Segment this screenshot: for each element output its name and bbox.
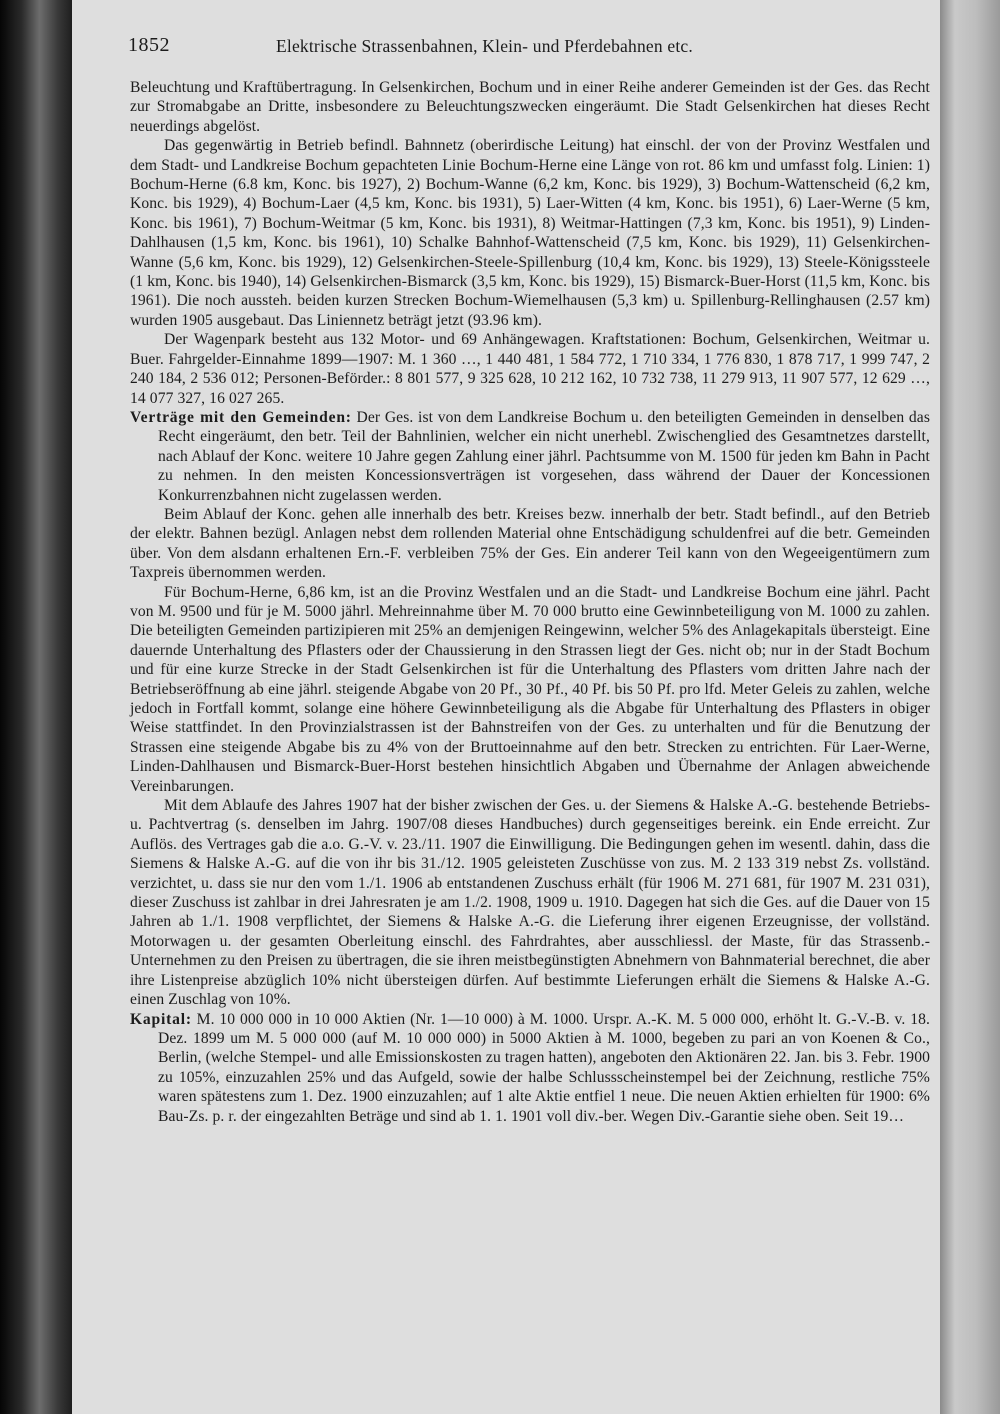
section-heading-capital: Kapital:: [130, 1010, 192, 1028]
paragraph-capital-text: M. 10 000 000 in 10 000 Aktien (Nr. 1—10 000) à M. 1000. Urspr. A.-K. M. 5 000 000, erhöht lt. G.-V.-B. v. 18. Dez. 1899 um M. 5 000 000 (auf M. 10 000 000) in 5000 Aktien à M. 1000, begeben zu pari an von Koenen & Co., Berlin, (welche Stempel- und alle Emissionskosten zu tragen hatten), angeboten den Aktionären 22. Jan. bis 3. Febr. 1900 zu 105%, einzuzahlen 25% und das Aufgeld, sowie der halbe Schlussscheinstempel bei der Zeichnung, restliche 75% waren spätestens zum 1. Dez. 1900 einzuzahlen; auf 1 alte Aktie entfiel 1 neue. Die neuen Aktien erhielten für 1900: 6% Bau-Zs. p. r. der eingezahlten Beträge und sind ab 1. 1. 1901 voll div.-ber. Wegen Div.-Garantie siehe oben. Seit 19…: [158, 1010, 930, 1125]
book-page: [72, 0, 940, 1414]
paragraph-siemens-contract: Mit dem Ablaufe des Jahres 1907 hat der bisher zwischen der Ges. u. der Siemens & Halske A.-G. bestehende Betriebs- u. Pachtvertrag (s. denselben im Jahrg. 1907/08 dieses Handbuches) durch gegenseitiges bereink. ein Ende erreicht. Zur Auflös. des Vertrages gab die a.o. G.-V. v. 23./11. 1907 die Einwilligung. Die Bedingungen gehen im wesentl. dahin, dass die Siemens & Halske A.-G. auf die von ihr bis 31./12. 1905 geleisteten Zuschüsse von zus. M. 2 133 319 nebst Zs. vollständ. verzichtet, u. dass sie nur den vom 1./1. 1906 ab entstandenen Zuschuss erhält (für 1906 M. 271 681, für 1907 M. 231 031), dieser Zuschuss ist zahlbar in drei Jahresraten je am 1./2. 1908, 1909 u. 1910. Dagegen hat sich die Ges. auf die Dauer von 15 Jahren ab 1./1. 1908 verpflichtet, der Siemens & Halske A.-G. die Lieferung ihrer eigenen Erzeugnisse, der vollständ. Motorwagen u. der gesamten Oberleitung einschl. des Fahrdrahtes, aber ausschliessl. der Maste, für das Strassenb.-Unternehmen zu den Preisen zu übertragen, die sie ihren meistbegünstigten Abnehmern von Bahnmaterial berechnet, die aber ihre Listenpreise abzüglich 10% nicht übersteigen dürfen. Auf bestimmte Lieferungen erhält die Siemens & Halske A.-G. einen Zuschlag von 10%.: [130, 797, 930, 1009]
page-header: [72, 34, 940, 60]
paragraph-lighting: Beleuchtung und Kraftübertragung. In Gelsenkirchen, Bochum und in einer Reihe anderer Gemeinden ist der Ges. das Recht zur Stromabgabe an Dritte, insbesondere zu Beleuchtungszwecken eingeräumt. Die Stadt Gelsenkirchen hat dieses Recht neuerdings abgelöst.: [130, 79, 930, 135]
paragraph-capital: [130, 1010, 930, 1126]
paragraph-network: Das gegenwärtig in Betrieb befindl. Bahnnetz (oberirdische Leitung) hat einschl. der von der Provinz Westfalen und dem Stadt- und Landkreise Bochum gepachteten Linie Bochum-Herne eine Länge von rot. 86 km und umfasst folg. Linien: 1) Bochum-Herne (6.8 km, Konc. bis 1927), 2) Bochum-Wanne (6,2 km, Konc. bis 1929), 3) Bochum-Wattenscheid (6,2 km, Konc. bis 1929), 4) Bochum-Laer (4,5 km, Konc. bis 1931), 5) Laer-Witten (4 km, Konc. bis 1951), 6) Laer-Werne (5 km, Konc. bis 1961), 7) Bochum-Weitmar (5 km, Konc. bis 1931), 8) Weitmar-Hattingen (7,3 km, Konc. bis 1951), 9) Linden-Dahlhausen (1,5 km, Konc. bis 1961), 10) Schalke Bahnhof-Wattenscheid (7,5 km, Konc. bis 1929), 11) Gelsenkirchen-Wanne (5,6 km, Konc. bis 1929), 12) Gelsenkirchen-Steele-Spillenburg (10,4 km, Konc. bis 1929), 13) Steele-Königssteele (1 km, Konc. bis 1940), 14) Gelsenkirchen-Bismarck (3,5 km, Konc. bis 1929), 15) Bismarck-Buer-Horst (11,5 km, Konc. bis 1961). Die noch aussteh. beiden kurzen Strecken Bochum-Wiemelhausen (5,3 km) u. Spillenburg-Rellinghausen (2.57 km) wurden 1905 ausgebaut. Das Liniennetz beträgt jetzt (93.96 km).: [130, 137, 930, 329]
paragraph-concession-expiry: Beim Ablauf der Konc. gehen alle innerhalb des betr. Kreises bezw. innerhalb der betr. Stadt befindl., auf den Betrieb der elektr. Bahnen bezügl. Anlagen nebst dem rollenden Material ohne Entschädigung schuldenfrei auf die betr. Gemeinden über. Von dem alsdann erhaltenen Ern.-F. verbleiben 75% der Ges. Ein anderer Teil kann von den Wegeeigentümern zum Taxpreis übernommen werden.: [130, 505, 930, 582]
running-title: Elektrische Strassenbahnen, Klein- und Pferdebahnen etc.: [276, 36, 693, 56]
book-binding-edge: [0, 0, 72, 1414]
paragraph-contracts-text: Der Ges. ist von dem Landkreise Bochum u. den beteiligten Gemeinden in denselben das Recht eingeräumt, den betr. Teil der Bahnlinien, welcher ein nicht unerhebl. Zwischenglied des Gesamtnetzes darstellt, nach Ablauf der Konc. weitere 10 Jahre gegen Zahlung einer jährl. Pachtsumme von M. 1500 für jeden km Bahn in Pacht zu nehmen. In den meisten Koncessionsverträgen ist vorgesehen, dass während der Dauer der Koncessionen Konkurrenzbahnen nicht zugelassen werden.: [158, 408, 930, 504]
section-heading-contracts: Verträge mit den Gemeinden:: [130, 408, 352, 426]
paragraph-municipal-contracts: [130, 408, 930, 505]
paragraph-rolling-stock: Der Wagenpark besteht aus 132 Motor- und 69 Anhängewagen. Kraftstationen: Bochum, Gelsenkirchen, Weitmar u. Buer. Fahrgelder-Einnahme 1899—1907: M. 1 360 …, 1 440 481, 1 584 772, 1 710 334, 1 776 830, 1 878 717, 1 999 747, 2 240 184, 2 536 012; Personen-Beförder.: 8 801 577, 9 325 628, 10 212 162, 10 732 738, 11 279 913, 11 907 577, 12 629 …, 14 077 327, 16 027 265.: [130, 331, 930, 407]
page-body: [130, 78, 930, 1126]
adjacent-page-edge: [940, 0, 1000, 1414]
paragraph-bochum-herne: Für Bochum-Herne, 6,86 km, ist an die Provinz Westfalen und an die Stadt- und Landkreise Bochum eine jährl. Pacht von M. 9500 und für je M. 5000 jährl. Mehreinnahme über M. 70 000 brutto eine Gewinnbeteiligung von M. 1000 zu zahlen. Die beteiligten Gemeinden partizipieren mit 25% an demjenigen Reingewinn, welcher 5% des Anlagekapitals übersteigt. Eine dauernde Unterhaltung des Pflasters oder der Chaussierung in den Strassen liegt der Ges. nicht ob; nur in der Stadt Bochum und für eine kurze Strecke in der Stadt Gelsenkirchen ist für die Unterhaltung des Pflasters vom dritten Jahre nach der Betriebseröffnung ab eine jährl. steigende Abgabe von 20 Pf., 30 Pf., 40 Pf. bis 50 Pf. pro lfd. Meter Geleis zu zahlen, welche jedoch in Fortfall kommt, solange eine höhere Gewinnbeteiligung als die Abgabe für Unterhaltung des Pflasters in obiger Weise stattfindet. In den Provinzialstrassen ist der Bahnstreifen von der Ges. zu unterhalten und für die Benutzung der Strassen eine steigende Abgabe bis zu 4% von der Bruttoeinnahme auf den betr. Strecken zu entrichten. Für Laer-Werne, Linden-Dahlhausen und Bismarck-Buer-Horst bestehen hinsichtlich Abgaben und Übernahme der Anlagen abweichende Vereinbarungen.: [130, 583, 930, 795]
page-number: 1852: [128, 34, 170, 56]
